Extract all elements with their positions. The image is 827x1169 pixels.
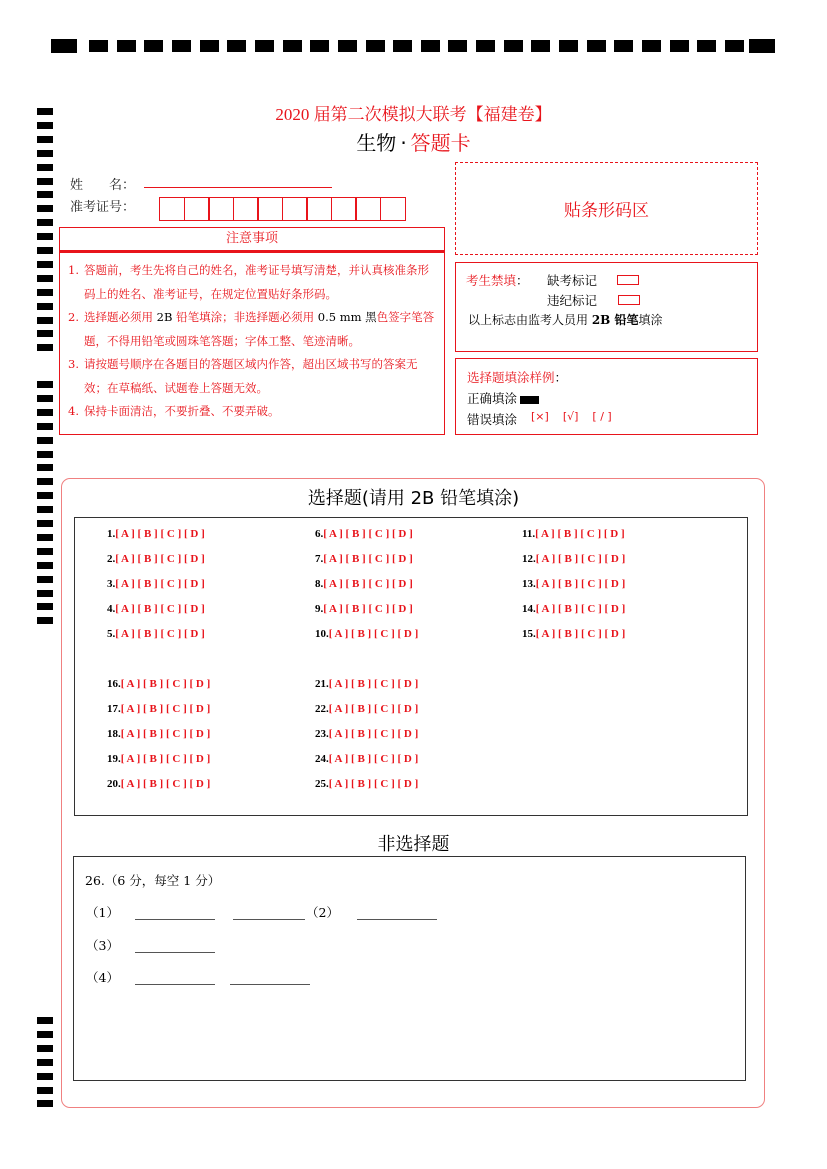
- question-number: 21.: [315, 678, 329, 690]
- choice-question: [522, 553, 625, 565]
- absent-mark-box[interactable]: [617, 275, 639, 285]
- timing-mark: [504, 40, 523, 52]
- answer-options[interactable]: [ A ] [ B ] [ C ] [ D ]: [328, 778, 419, 790]
- timing-mark: [37, 423, 53, 430]
- timing-mark: [37, 261, 53, 268]
- notice-item: [68, 259, 438, 306]
- question-number: 2.: [107, 553, 116, 565]
- question-26-header: 26.（6 分，每空 1 分）: [85, 873, 221, 888]
- part-4-label: （4）: [86, 970, 119, 985]
- choice-question: [315, 728, 418, 740]
- answer-options[interactable]: [ A ] [ B ] [ C ] [ D ]: [535, 553, 626, 565]
- card-label: 答题卡: [410, 131, 471, 155]
- notice-item: [68, 306, 438, 353]
- timing-mark: [117, 40, 136, 52]
- question-number: 15.: [522, 628, 536, 640]
- timing-mark: [448, 40, 467, 52]
- answer-options[interactable]: [ A ] [ B ] [ C ] [ D ]: [323, 603, 413, 615]
- notice-text-part: 色签字笔答题，不得用铅笔或圆珠笔答题；字体工整、笔迹清晰。: [84, 310, 435, 348]
- timing-mark: [51, 39, 77, 53]
- choice-question: [107, 703, 210, 715]
- wrong-fill-example-check: [√]: [562, 410, 579, 423]
- examiner-only-title: 考生禁填: [466, 273, 517, 288]
- examiner-only-box: [455, 262, 758, 352]
- timing-mark: [587, 40, 606, 52]
- answer-options[interactable]: [ A ] [ B ] [ C ] [ D ]: [115, 553, 205, 565]
- id-digit-box[interactable]: [233, 197, 259, 221]
- timing-mark: [37, 1059, 53, 1066]
- answer-options[interactable]: [ A ] [ B ] [ C ] [ D ]: [120, 703, 211, 715]
- notice-text-emph: 0.5 mm 黑: [317, 310, 377, 324]
- question-number: 19.: [107, 753, 121, 765]
- answer-options[interactable]: [ A ] [ B ] [ C ] [ D ]: [328, 703, 419, 715]
- id-digit-box[interactable]: [355, 197, 381, 221]
- timing-mark: [37, 451, 53, 458]
- timing-mark: [366, 40, 385, 52]
- timing-mark: [670, 40, 689, 52]
- choice-question: [315, 578, 413, 590]
- question-number: 17.: [107, 703, 121, 715]
- question-number: 16.: [107, 678, 121, 690]
- timing-mark: [144, 40, 163, 52]
- choice-question: [522, 528, 625, 540]
- violation-mark-label: 违纪标记: [547, 293, 598, 308]
- timing-mark: [37, 534, 53, 541]
- notice-item-number: 3.: [68, 357, 79, 371]
- timing-mark: [37, 275, 53, 282]
- choice-question: [315, 703, 418, 715]
- question-number: 5.: [107, 628, 116, 640]
- question-number: 13.: [522, 578, 536, 590]
- answer-blank-1b[interactable]: [233, 919, 305, 920]
- timing-mark: [393, 40, 412, 52]
- timing-mark: [37, 464, 53, 471]
- answer-options[interactable]: [ A ] [ B ] [ C ] [ D ]: [323, 528, 413, 540]
- question-number: 23.: [315, 728, 329, 740]
- timing-mark: [37, 576, 53, 583]
- question-number: 25.: [315, 778, 329, 790]
- question-number: 7.: [315, 553, 324, 565]
- question-number: 11.: [522, 528, 536, 540]
- answer-options[interactable]: [ A ] [ B ] [ C ] [ D ]: [115, 578, 205, 590]
- absent-mark-label: 缺考标记: [547, 273, 598, 288]
- answer-options[interactable]: [ A ] [ B ] [ C ] [ D ]: [115, 603, 205, 615]
- violation-mark-box[interactable]: [618, 295, 640, 305]
- timing-mark: [697, 40, 716, 52]
- timing-mark: [37, 233, 53, 240]
- answer-blank-4a[interactable]: [135, 984, 215, 985]
- timing-mark: [421, 40, 440, 52]
- answer-options[interactable]: [ A ] [ B ] [ C ] [ D ]: [323, 553, 413, 565]
- colon: ：: [516, 273, 529, 288]
- timing-mark: [37, 344, 53, 351]
- choice-question: [522, 603, 625, 615]
- exam-title: 2020 届第二次模拟大联考【福建卷】: [275, 105, 552, 124]
- subject-name: 生物: [356, 131, 397, 155]
- choice-question: [522, 628, 625, 640]
- choice-question: [107, 728, 210, 740]
- name-label: 姓 名：: [70, 178, 136, 193]
- id-digit-box[interactable]: [184, 197, 210, 221]
- timing-mark: [642, 40, 661, 52]
- timing-mark: [37, 317, 53, 324]
- question-number: 20.: [107, 778, 121, 790]
- timing-mark: [37, 590, 53, 597]
- note-text: 以上标志由监考人员用: [468, 313, 592, 327]
- title-separator: ·: [400, 131, 407, 155]
- answer-options[interactable]: [ A ] [ B ] [ C ] [ D ]: [323, 578, 413, 590]
- name-input-line[interactable]: [144, 187, 332, 188]
- colon: ：: [554, 370, 568, 385]
- choice-question: [315, 628, 418, 640]
- timing-mark: [89, 40, 108, 52]
- answer-options[interactable]: [ A ] [ B ] [ C ] [ D ]: [328, 728, 419, 740]
- choice-question: [315, 553, 413, 565]
- answer-blank-3[interactable]: [135, 952, 215, 953]
- nonchoice-answer-box: [73, 856, 746, 1081]
- answer-blank-2[interactable]: [357, 919, 437, 920]
- card-title: [0, 127, 827, 156]
- timing-mark: [476, 40, 495, 52]
- note-text: 填涂: [638, 313, 663, 327]
- notice-item-text: 保持卡面清洁，不要折叠、不要弄破。: [84, 404, 280, 418]
- notice-item-number: 1.: [68, 263, 79, 277]
- timing-mark: [37, 562, 53, 569]
- timing-mark: [37, 191, 53, 198]
- question-number: 1.: [107, 528, 116, 540]
- notice-title: 注意事项: [59, 227, 445, 251]
- answer-options[interactable]: [ A ] [ B ] [ C ] [ D ]: [120, 778, 211, 790]
- answer-options[interactable]: [ A ] [ B ] [ C ] [ D ]: [328, 628, 419, 640]
- notice-item: [68, 400, 438, 424]
- part-2-label: （2）: [306, 905, 339, 920]
- timing-mark: [37, 1100, 53, 1107]
- part-3-label: （3）: [86, 938, 119, 953]
- choice-question: [522, 578, 625, 590]
- fill-sample-title: 选择题填涂样例: [467, 370, 555, 385]
- timing-mark: [200, 40, 219, 52]
- notice-text-part: 选择题必须用: [84, 310, 157, 324]
- question-number: 9.: [315, 603, 324, 615]
- timing-mark: [37, 219, 53, 226]
- timing-mark: [283, 40, 302, 52]
- timing-mark: [37, 617, 53, 624]
- timing-mark: [338, 40, 357, 52]
- question-number: 3.: [107, 578, 116, 590]
- wrong-fill-label: 错误填涂: [467, 412, 518, 427]
- timing-mark: [749, 39, 775, 53]
- choice-question: [107, 678, 210, 690]
- timing-mark: [227, 40, 246, 52]
- timing-mark: [37, 205, 53, 212]
- question-number: 18.: [107, 728, 121, 740]
- nonchoice-section-title: 非选择题: [377, 834, 450, 855]
- timing-mark: [37, 1031, 53, 1038]
- note-emph: 2B 铅笔: [591, 313, 639, 327]
- timing-mark: [37, 178, 53, 185]
- question-number: 14.: [522, 603, 536, 615]
- timing-mark: [310, 40, 329, 52]
- choice-question: [107, 578, 205, 590]
- answer-options[interactable]: [ A ] [ B ] [ C ] [ D ]: [120, 728, 211, 740]
- barcode-area: [455, 162, 758, 255]
- timing-mark: [37, 247, 53, 254]
- question-number: 8.: [315, 578, 324, 590]
- answer-options[interactable]: [ A ] [ B ] [ C ] [ D ]: [328, 678, 419, 690]
- id-digit-box[interactable]: [282, 197, 308, 221]
- barcode-label: 贴条形码区: [564, 201, 649, 221]
- correct-fill-label: 正确填涂: [467, 391, 518, 406]
- timing-mark: [37, 548, 53, 555]
- id-number-boxes: [159, 197, 404, 221]
- choice-question: [315, 528, 413, 540]
- choice-question: [107, 603, 205, 615]
- id-digit-box[interactable]: [306, 197, 332, 221]
- timing-mark: [37, 409, 53, 416]
- notice-item: [68, 353, 438, 400]
- question-number: 12.: [522, 553, 536, 565]
- answer-options[interactable]: [ A ] [ B ] [ C ] [ D ]: [120, 753, 211, 765]
- notice-item-number: 4.: [68, 404, 79, 418]
- choice-question: [107, 528, 205, 540]
- timing-mark: [37, 1017, 53, 1024]
- timing-mark: [37, 1087, 53, 1094]
- question-number: 4.: [107, 603, 116, 615]
- timing-mark: [255, 40, 274, 52]
- id-digit-box[interactable]: [257, 197, 283, 221]
- timing-mark: [37, 603, 53, 610]
- answer-options[interactable]: [ A ] [ B ] [ C ] [ D ]: [535, 628, 626, 640]
- id-label: 准考证号：: [70, 200, 136, 215]
- answer-options[interactable]: [ A ] [ B ] [ C ] [ D ]: [328, 753, 419, 765]
- timing-mark: [37, 395, 53, 402]
- fill-sample-box: [455, 358, 758, 435]
- notice-text-emph: 2B: [156, 310, 173, 324]
- notice-item-text: [84, 306, 438, 353]
- id-digit-box[interactable]: [208, 197, 234, 221]
- choice-question: [107, 753, 210, 765]
- timing-mark: [37, 1045, 53, 1052]
- question-number: 10.: [315, 628, 329, 640]
- choice-question: [315, 753, 418, 765]
- correct-fill-example: [520, 396, 539, 404]
- timing-mark: [37, 381, 53, 388]
- timing-mark: [531, 40, 550, 52]
- wrong-fill-example-x: [×]: [531, 410, 549, 423]
- timing-mark: [37, 303, 53, 310]
- answer-blank-1a[interactable]: [135, 919, 215, 920]
- question-number: 22.: [315, 703, 329, 715]
- choice-question: [315, 778, 418, 790]
- examiner-note: [468, 311, 663, 328]
- notice-item-text: 请按题号顺序在各题目的答题区域内作答，超出区域书写的答案无效；在草稿纸、试题卷上答题无效。: [84, 357, 418, 395]
- timing-mark: [172, 40, 191, 52]
- choice-question: [107, 628, 205, 640]
- notice-item-number: 2.: [68, 310, 79, 324]
- id-digit-box[interactable]: [380, 197, 406, 221]
- answer-options[interactable]: [ A ] [ B ] [ C ] [ D ]: [115, 628, 205, 640]
- timing-mark: [37, 289, 53, 296]
- notice-item-text: 答题前，考生先将自己的姓名，准考证号填写清楚，并认真核准条形码上的姓名、准考证号，在规定位置贴好条形码。: [84, 263, 429, 301]
- answer-blank-4b[interactable]: [230, 984, 310, 985]
- notice-text-part: 铅笔填涂；非选择题必须用: [172, 310, 318, 324]
- choice-questions-box: [74, 517, 748, 816]
- timing-mark: [37, 1073, 53, 1080]
- answer-options[interactable]: [ A ] [ B ] [ C ] [ D ]: [120, 678, 211, 690]
- timing-mark: [725, 40, 744, 52]
- choice-question: [315, 603, 413, 615]
- id-digit-box[interactable]: [331, 197, 357, 221]
- notice-body: [59, 251, 445, 435]
- part-1-label: （1）: [86, 905, 119, 920]
- answer-options[interactable]: [ A ] [ B ] [ C ] [ D ]: [535, 578, 626, 590]
- timing-mark: [37, 520, 53, 527]
- timing-mark: [614, 40, 633, 52]
- id-digit-box[interactable]: [159, 197, 185, 221]
- wrong-fill-example-slash: [ / ]: [592, 410, 612, 423]
- answer-options[interactable]: [ A ] [ B ] [ C ] [ D ]: [535, 603, 626, 615]
- question-number: 6.: [315, 528, 324, 540]
- choice-question: [315, 678, 418, 690]
- choice-section-title: 选择题(请用 2B 铅笔填涂): [307, 488, 520, 509]
- timing-mark: [37, 437, 53, 444]
- choice-question: [107, 778, 210, 790]
- question-number: 24.: [315, 753, 329, 765]
- answer-options[interactable]: [ A ] [ B ] [ C ] [ D ]: [115, 528, 205, 540]
- timing-mark: [37, 164, 53, 171]
- timing-mark: [559, 40, 578, 52]
- answer-options[interactable]: [ A ] [ B ] [ C ] [ D ]: [535, 528, 625, 540]
- timing-mark: [37, 330, 53, 337]
- choice-question: [107, 553, 205, 565]
